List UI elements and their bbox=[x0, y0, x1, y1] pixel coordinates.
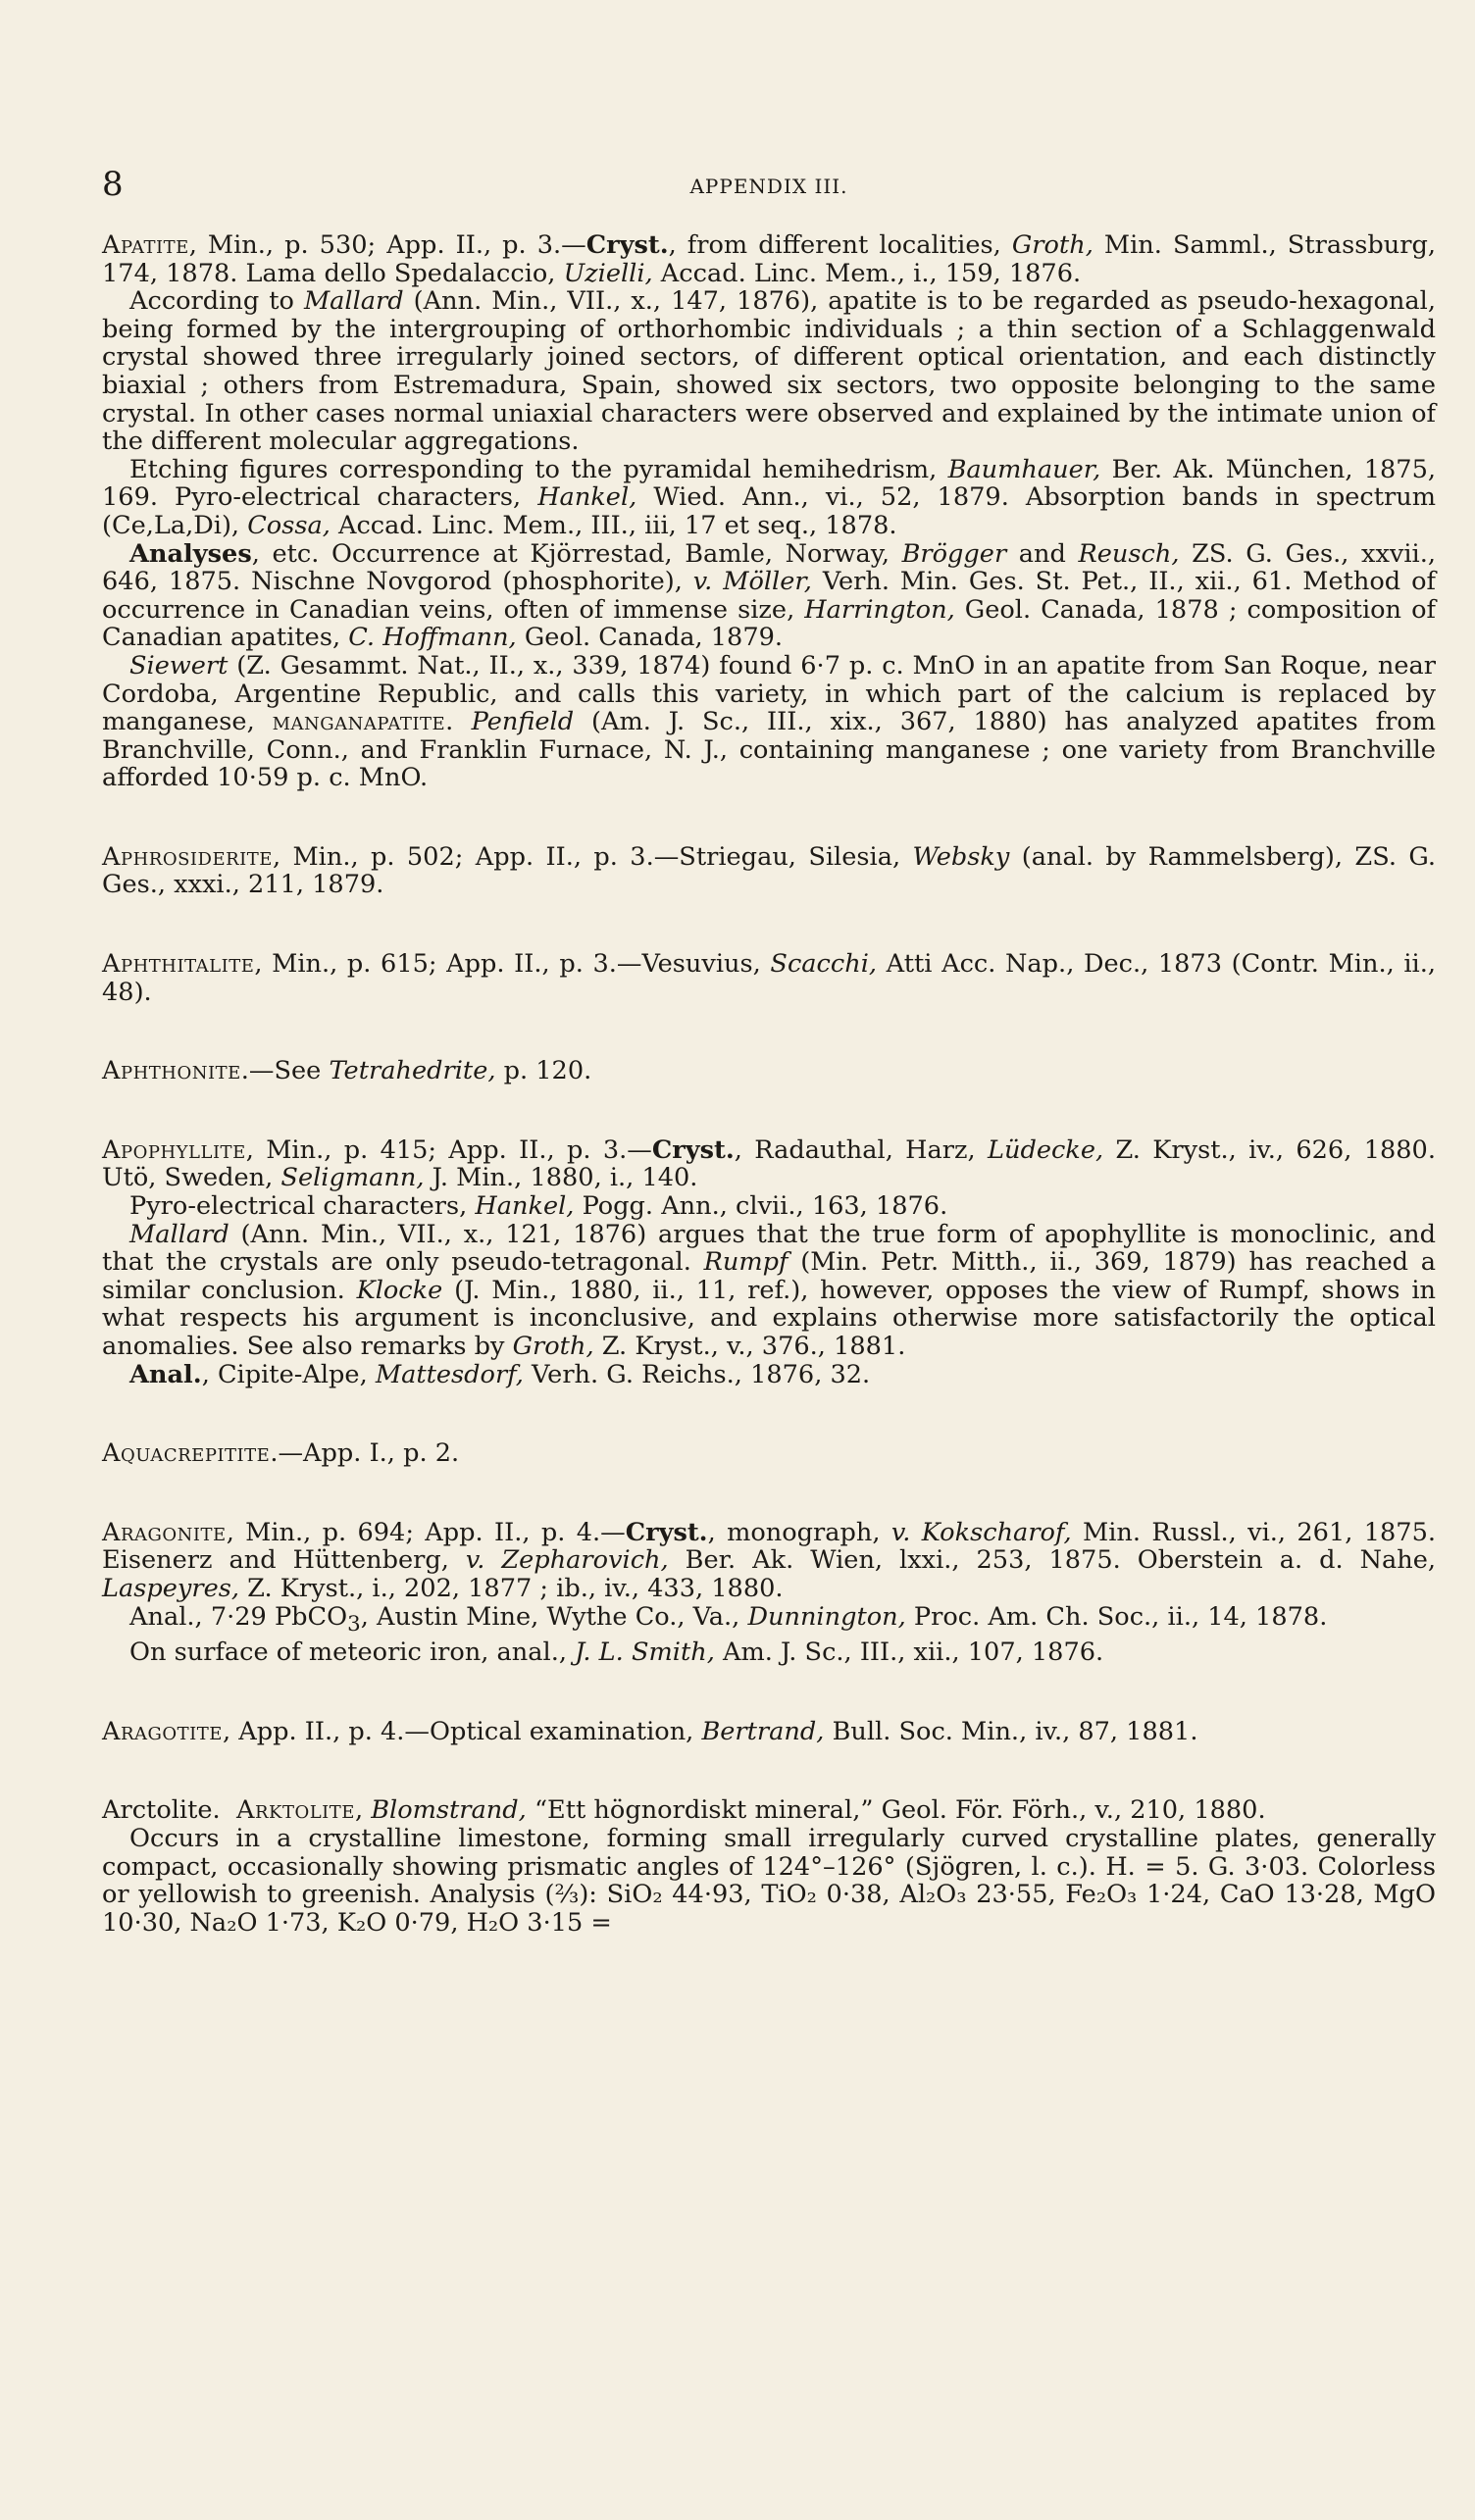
author: Brögger bbox=[901, 538, 1007, 569]
text: Cryst. bbox=[625, 1517, 708, 1547]
author: v. Zepharovich, bbox=[465, 1545, 669, 1576]
text: Etching figures corresponding to the pyramidal hemihedrism, bbox=[129, 454, 948, 484]
paragraph bbox=[102, 652, 1436, 792]
entry-aphrosiderite bbox=[102, 843, 1436, 899]
text: , Min., p. 530; App. II., p. 3.— bbox=[188, 230, 586, 260]
entry-title: Arktolite bbox=[235, 1795, 355, 1826]
text: Ber. Ak. München, 1875, 169. Pyro-electrical characters, bbox=[102, 454, 1436, 513]
text: (Ann. Min., VII., x., 121, 1876) argues that the true form of apophyllite is monoclinic, and that the crystals are only pseudo-tetragonal. bbox=[102, 1219, 1436, 1278]
paragraph bbox=[102, 843, 1436, 899]
author: Scacchi, bbox=[770, 949, 878, 980]
author: Klocke bbox=[356, 1275, 443, 1305]
text: Accad. Linc. Mem., III., iii, 17 et seq., 1878. bbox=[330, 510, 897, 540]
text: , Austin Mine, Wythe Co., Va., bbox=[360, 1601, 748, 1632]
entry-title: Aphthonite bbox=[102, 1056, 241, 1086]
author: Baumhauer, bbox=[947, 454, 1101, 484]
text: ZS. G. Ges., xxvii., 646, 1875. Nischne Novgorod (phosphorite), bbox=[102, 538, 1436, 597]
entry-apophyllite bbox=[102, 1136, 1436, 1388]
page-header bbox=[102, 165, 1436, 204]
author: Siewert bbox=[129, 650, 229, 680]
text: On surface of meteoric iron, anal., bbox=[129, 1638, 576, 1668]
text: (Z. Gesammt. Nat., II., x., 339, 1874) found 6·7 p. c. MnO in an apatite from San Roque, near Cordoba, Argentine Republic, and calls this variety, in which part of the calcium is replaced by manganese, bbox=[102, 650, 1436, 737]
text: Ber. Ak. Wien, lxxi., 253, 1875. Oberstein a. d. Nahe, bbox=[668, 1545, 1436, 1576]
text: , App. II., p. 4.—Optical examination, bbox=[222, 1716, 702, 1746]
paragraph bbox=[102, 456, 1436, 540]
text: “Ett högnordiskt mineral,” Geol. För. Förh., v., 210, 1880. bbox=[526, 1795, 1266, 1826]
text: Proc. Am. Ch. Soc., ii., 14, 1878. bbox=[905, 1601, 1328, 1632]
text: Geol. Canada, 1879. bbox=[516, 623, 784, 653]
author: Blomstrand, bbox=[371, 1795, 527, 1826]
text: Atti Acc. Nap., Dec., 1873 (Contr. Min., ii., 48). bbox=[102, 949, 1437, 1007]
author: Hankel, bbox=[537, 482, 637, 513]
text: , Min., p. 615; App. II., p. 3.—Vesuvius, bbox=[254, 949, 771, 980]
text: Wied. Ann., vi., 52, 1879. Absorption bands in spectrum (Ce,La,Di), bbox=[102, 482, 1436, 540]
text: Z. Kryst., v., 376., 1881. bbox=[593, 1332, 906, 1361]
author: J. L. Smith, bbox=[575, 1638, 715, 1668]
text: , Cipite-Alpe, bbox=[201, 1359, 376, 1389]
text: Accad. Linc. Mem., i., 159, 1876. bbox=[652, 258, 1082, 288]
text: , etc. Occurrence at Kjörrestad, Bamle, Norway, bbox=[251, 538, 902, 569]
text: , from different localities, bbox=[668, 230, 1012, 260]
page-number: 8 bbox=[102, 165, 124, 204]
text: J. Min., 1880, i., 140. bbox=[424, 1163, 698, 1193]
text: Verh. Min. Ges. St. Pet., II., xii., 61. Method of occurrence in Canadian veins, often of immense size, bbox=[102, 567, 1436, 625]
paragraph bbox=[102, 540, 1436, 652]
author: Mallard bbox=[303, 286, 404, 317]
author: Laspeyres, bbox=[102, 1573, 240, 1603]
author: Harrington, bbox=[804, 594, 955, 625]
author: v. Kokscharof, bbox=[890, 1517, 1072, 1547]
cross-reference: Tetrahedrite, bbox=[329, 1056, 496, 1086]
paragraph bbox=[102, 1439, 1436, 1468]
text: Bull. Soc. Min., iv., 87, 1881. bbox=[824, 1716, 1198, 1746]
text: Am. J. Sc., III., xii., 107, 1876. bbox=[714, 1638, 1104, 1668]
entry-title: Apatite bbox=[102, 230, 189, 260]
text: and bbox=[1006, 538, 1079, 569]
author: Rumpf bbox=[703, 1247, 788, 1278]
text: Geol. Canada, 1878 ; composition of Canadian apatites, bbox=[102, 594, 1437, 653]
text: (J. Min., 1880, ii., 11, ref.), however, opposes the view of Rumpf, shows in what respects his argument is inconclusive, and explains otherwise more satisfactorily the optical anomalies. See also remarks by bbox=[102, 1275, 1436, 1361]
author: Bertrand, bbox=[701, 1716, 825, 1746]
text: , monograph, bbox=[707, 1517, 891, 1547]
paragraph bbox=[102, 287, 1436, 456]
paragraph: Occurs in a crystalline limestone, forming small irregularly curved crystalline plates, generally compact, occasionally showing prismatic angles of 124°–126° (Sjögren, l. c.). H. = 5. G. 3·03. Colorless or yellowish to greenish. Analysis (⅔): SiO₂ 44·93, TiO₂ 0·38, Al₂O₃ 23·55, Fe₂O₃ 1·24, CaO 13·28, MgO 10·30, Na₂O 1·73, K₂O 0·79, H₂O 3·15 = bbox=[102, 1824, 1436, 1938]
author: Hankel, bbox=[475, 1191, 575, 1222]
mineral-name: manganapatite. bbox=[272, 707, 454, 737]
paragraph bbox=[102, 1192, 1436, 1221]
text: , Min., p. 415; App. II., p. 3.— bbox=[245, 1134, 652, 1165]
text bbox=[454, 707, 472, 736]
text: Pogg. Ann., clvii., 163, 1876. bbox=[574, 1191, 948, 1222]
author: Websky bbox=[912, 841, 1010, 872]
text: (anal. by Rammelsberg), ZS. G. Ges., xxxi., 211, 1879. bbox=[102, 841, 1437, 900]
text: Z. Kryst., iv., 626, 1880. Utö, Sweden, bbox=[102, 1134, 1436, 1193]
entry-title: Aragonite bbox=[102, 1517, 227, 1547]
text: Cryst. bbox=[585, 230, 669, 260]
author: Mallard bbox=[129, 1219, 229, 1249]
text: Z. Kryst., i., 202, 1877 ; ib., iv., 433, 1880. bbox=[239, 1573, 784, 1603]
author: Groth, bbox=[1011, 230, 1094, 260]
body-text bbox=[102, 231, 1436, 1988]
paragraph bbox=[102, 1136, 1436, 1192]
author: Penfield bbox=[471, 707, 575, 737]
text: .—See bbox=[240, 1056, 330, 1086]
text: Analyses bbox=[129, 538, 252, 569]
text: (Am. J. Sc., III., xix., 367, 1880) has analyzed apatites from Branchville, Conn., and Franklin Furnace, N. J., containing manganese ; one variety from Branchville afforded 10·59 p. c. MnO. bbox=[102, 707, 1436, 793]
text: Min. Russl., vi., 261, 1875. Eisenerz and Hüttenberg, bbox=[102, 1517, 1436, 1576]
author: Mattesdorf, bbox=[375, 1359, 524, 1389]
author: Seligmann, bbox=[280, 1163, 425, 1193]
text: Min. Samml., Strassburg, 174, 1878. Lama dello Spedalaccio, bbox=[102, 230, 1436, 288]
paragraph bbox=[102, 950, 1436, 1006]
entry-aquacrepitite bbox=[102, 1439, 1436, 1468]
text: (Min. Petr. Mitth., ii., 369, 1879) has reached a similar conclusion. bbox=[102, 1247, 1436, 1305]
text: Pyro-electrical characters, bbox=[129, 1191, 476, 1222]
entry-apatite bbox=[102, 231, 1436, 792]
text: .—App. I., p. 2. bbox=[270, 1438, 460, 1469]
entry-title: Apophyllite bbox=[102, 1134, 246, 1165]
author: Reusch, bbox=[1078, 538, 1180, 569]
subscript: 3 bbox=[347, 1611, 361, 1637]
running-head: APPENDIX III. bbox=[689, 175, 848, 198]
author: v. Möller, bbox=[692, 567, 812, 597]
author: Uzielli, bbox=[563, 258, 653, 288]
author: Lüdecke, bbox=[987, 1134, 1104, 1165]
text: , Min., p. 502; App. II., p. 3.—Striegau, Silesia, bbox=[272, 841, 913, 872]
paragraph bbox=[102, 1221, 1436, 1361]
paragraph bbox=[102, 1519, 1436, 1603]
text: p. 120. bbox=[495, 1056, 592, 1086]
text: , bbox=[354, 1795, 372, 1826]
text: , Radauthal, Harz, bbox=[734, 1134, 988, 1165]
entry-title: Aquacrepitite bbox=[102, 1438, 271, 1469]
entry-aphthitalite bbox=[102, 950, 1436, 1006]
entry-title: Aphthitalite bbox=[102, 949, 255, 980]
text: , Min., p. 694; App. II., p. 4.— bbox=[226, 1517, 626, 1547]
paragraph bbox=[102, 1796, 1436, 1825]
paragraph bbox=[102, 1638, 1436, 1667]
text: According to bbox=[129, 286, 304, 317]
text: Cryst. bbox=[651, 1134, 735, 1165]
entry-title: Aphrosiderite bbox=[102, 841, 273, 872]
entry-aragotite bbox=[102, 1718, 1436, 1746]
paragraph bbox=[102, 1057, 1436, 1085]
text: (Ann. Min., VII., x., 147, 1876), apatite is to be regarded as pseudo-hexagonal, being formed by the intergrouping of orthorhombic individuals ; a thin section of a Schlaggenwald crystal showed three irregularly joined sectors, of different optical orientation, and each distinctly biaxial ; others from Estremadura, Spain, showed six sectors, two opposite belonging to the same crystal. In other cases normal uniaxial characters were observed and explained by the intimate union of the different molecular aggregations. bbox=[102, 286, 1436, 457]
side-heading: Arctolite. bbox=[102, 1795, 221, 1826]
text: Verh. G. Reichs., 1876, 32. bbox=[523, 1359, 871, 1389]
paragraph bbox=[102, 1603, 1436, 1639]
paragraph bbox=[102, 231, 1436, 287]
author: Cossa, bbox=[247, 510, 331, 540]
entry-aphthonite bbox=[102, 1057, 1436, 1085]
author: C. Hoffmann, bbox=[348, 623, 517, 653]
author: Groth, bbox=[512, 1332, 594, 1361]
text: Anal. bbox=[129, 1359, 202, 1389]
entry-arctolite bbox=[102, 1796, 1436, 1937]
entry-aragonite bbox=[102, 1519, 1436, 1667]
entry-title: Aragotite bbox=[102, 1716, 223, 1746]
text: Anal., 7·29 PbCO bbox=[129, 1601, 348, 1632]
paragraph bbox=[102, 1718, 1436, 1746]
paragraph bbox=[102, 1361, 1436, 1389]
author: Dunnington, bbox=[747, 1601, 906, 1632]
